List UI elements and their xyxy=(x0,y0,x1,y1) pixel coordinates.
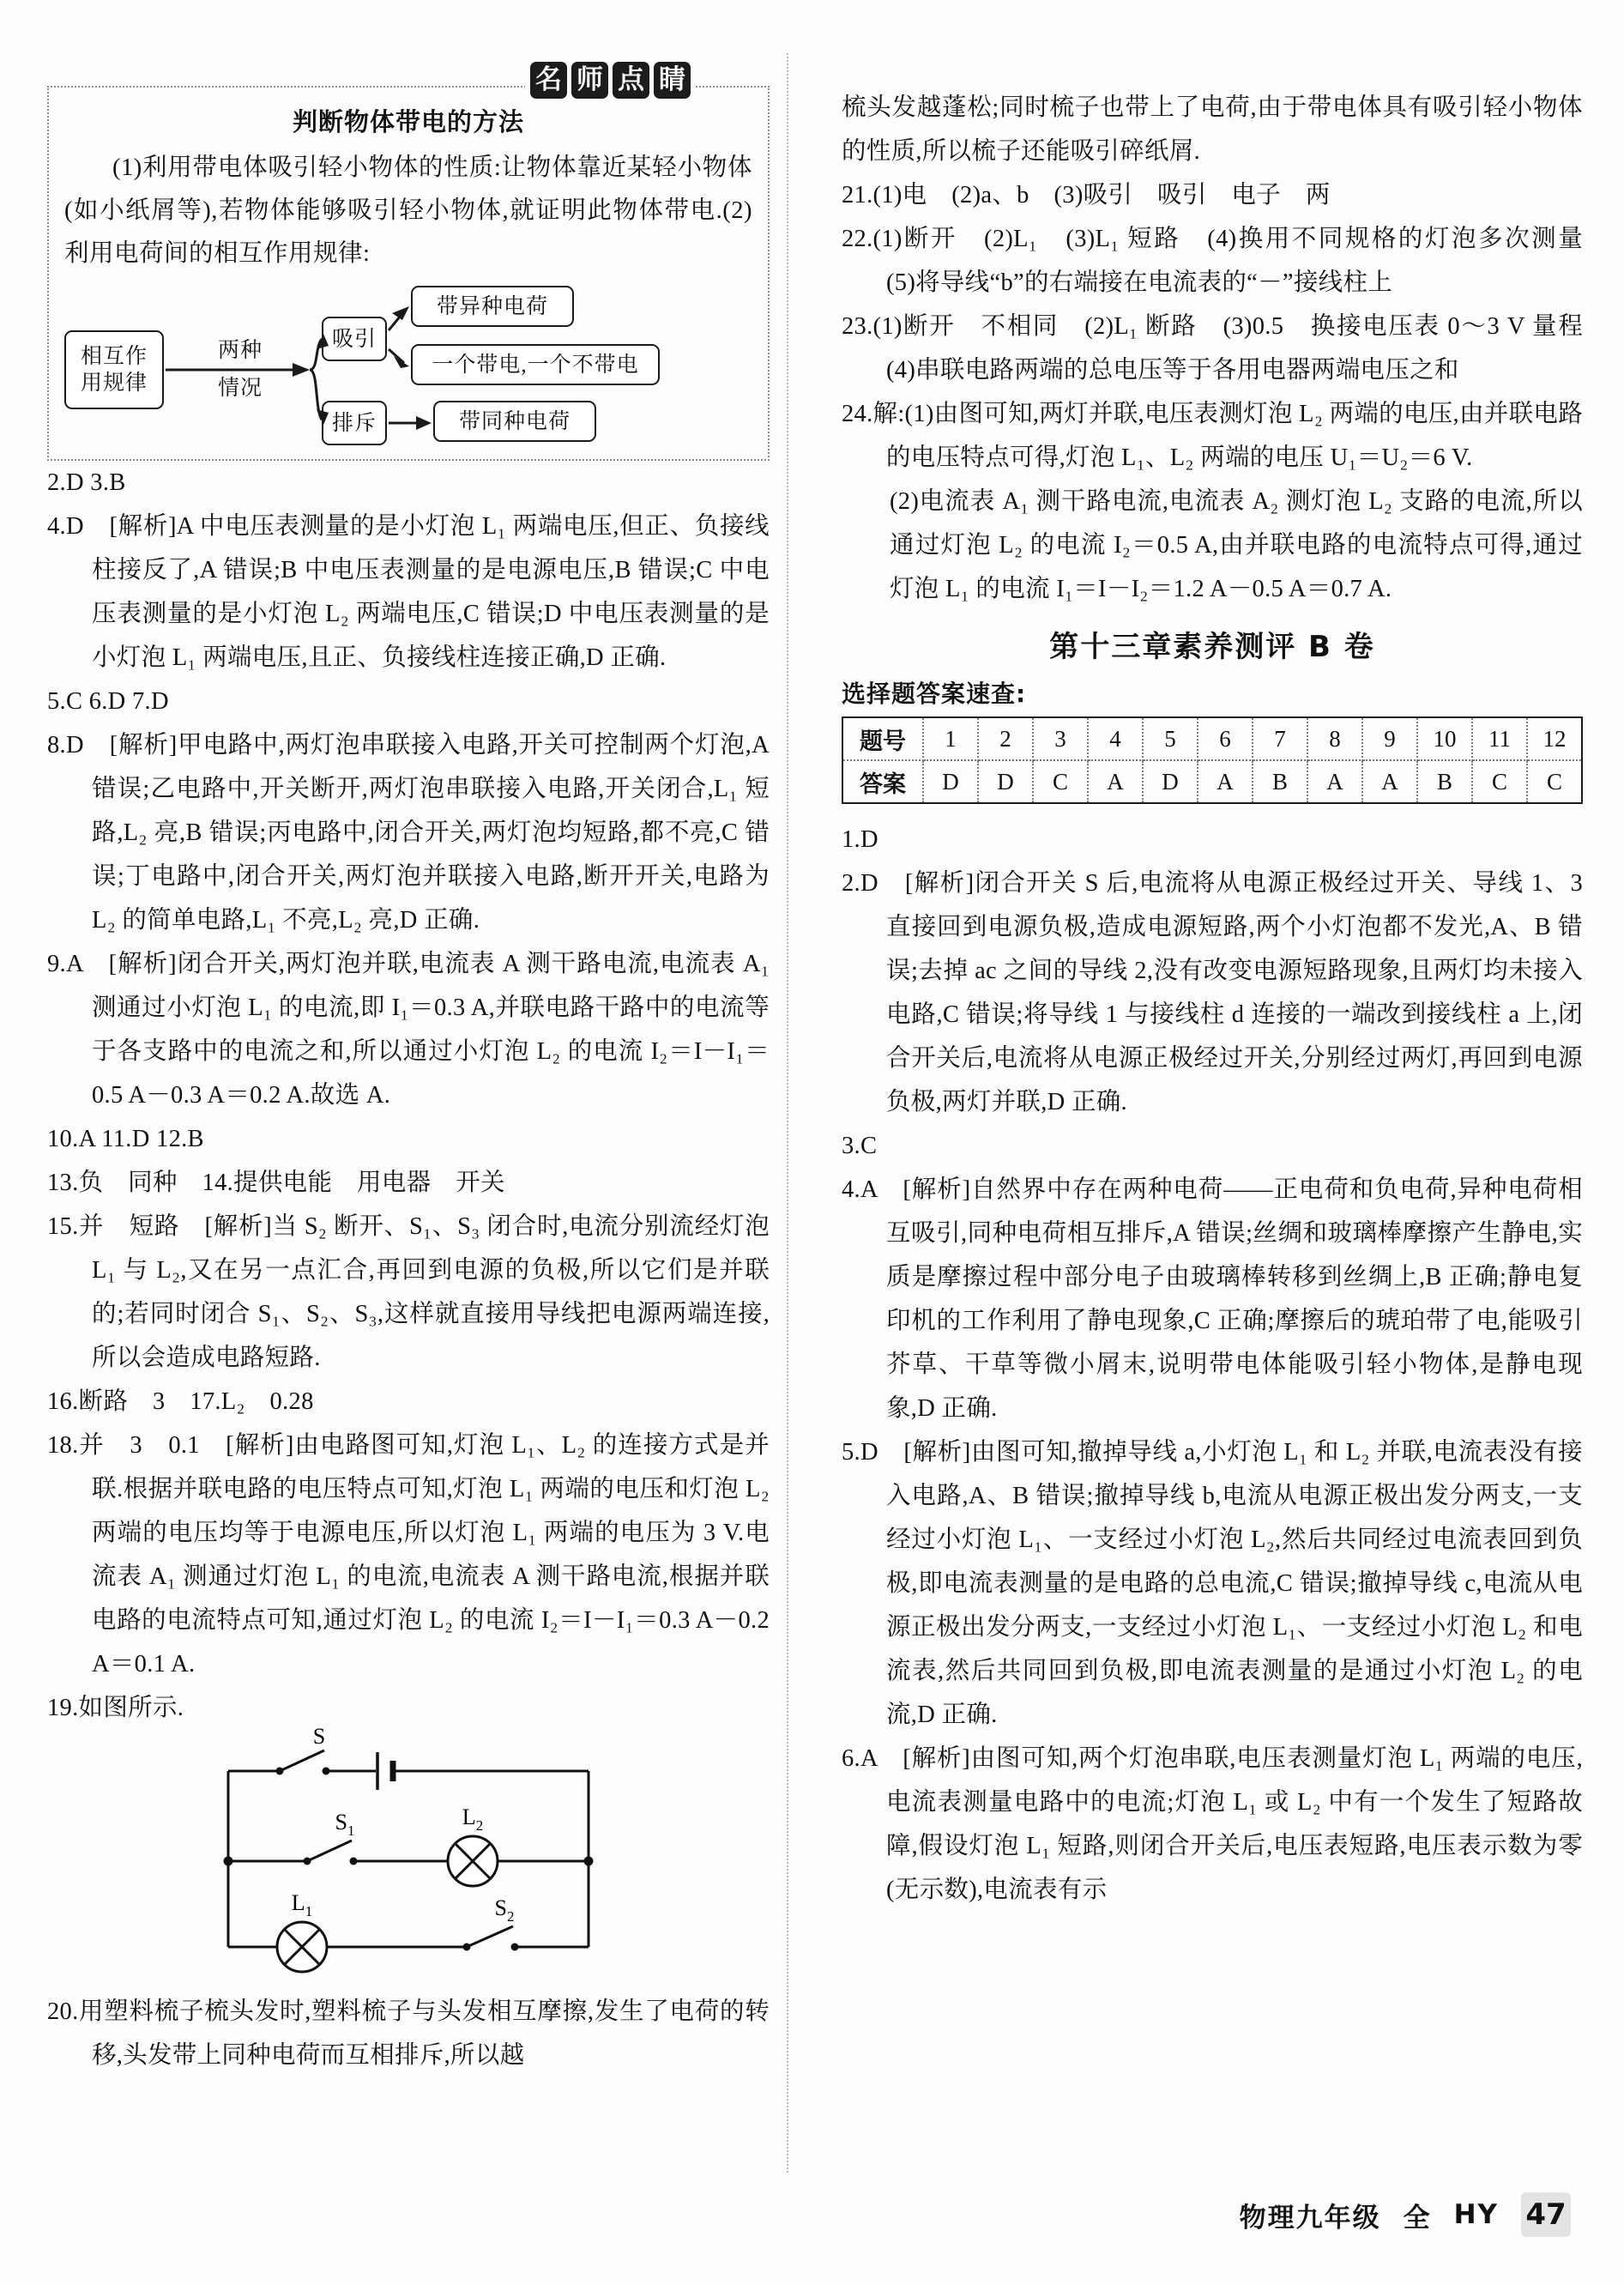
flow-node-rule-line1: 相互作 xyxy=(80,345,148,368)
table-cell-answer: D xyxy=(923,760,978,803)
flow-node-rule xyxy=(64,330,164,409)
right-column xyxy=(842,53,1608,2173)
table-cell-answer: C xyxy=(1546,768,1562,795)
answer-item: 18.并 3 0.1 [解析]由电路图可知,灯泡 L₁、L₂ 的连接方式是并联.根据并联电路的电压特点可知,灯泡 L₁ 两端的电压和灯泡 L₂ 两端的电压均等于电源电压,所以灯泡 L₁ 两端的电压为 3 V.电流表 A₁ 测通过灯泡 L₁ 的电流,电流表 A 测干路电流,根据并联电路的电流特点可知,通过灯泡 L₂ 的电流 I₂＝I－I₁＝0.3 A－0.2 A＝0.1 A. xyxy=(47,1432,770,1677)
lamp-1-label: $L_1$ xyxy=(291,1890,313,1919)
table-cell-answer: A xyxy=(1307,760,1362,803)
answer-quick-lookup-table xyxy=(842,716,1583,804)
circuit-diagram-19 xyxy=(47,1724,770,1981)
answer-item: 19.如图所示. xyxy=(47,1695,184,1721)
answer-item: 6.A [解析]由图可知,两个灯泡串联,电压表测量灯泡 L₁ 两端的电压,电流表测量电路中的电流;灯泡 L₁ 或 L₂ 中有一个发生了短路故障,假设灯泡 L₁ 短路,则闭合开关后,电压表短路,电压表示数为零(无示数),电流表有示 xyxy=(842,1745,1583,1903)
answer-item: 2.D 3.B xyxy=(47,469,126,496)
flow-node-rule-line2: 用规律 xyxy=(80,372,148,395)
answer-item: 10.A 11.D 12.B xyxy=(47,1126,204,1152)
answer-item: 15.并 短路 [解析]当 S₂ 断开、S₁、S₃ 闭合时,电流分别流经灯泡 L₁ 与 L₂,又在另一点汇合,再回到电源的负极,所以它们是并联的;若同时闭合 S₁、S₂、S₃,这样就直接用导线把电源两端连接,所以会造成电路短路. xyxy=(47,1213,770,1371)
table-header-answer: 答案 xyxy=(842,760,923,803)
table-cell-question: 12 xyxy=(1527,717,1582,760)
answer-item: 20.用塑料梳子梳头发时,塑料梳子与头发相互摩擦,发生了电荷的转移,头发带上同种电荷而互相排斥,所以越 xyxy=(47,1998,770,2069)
tip-box-title: 判断物体带电的方法 xyxy=(292,107,524,136)
answer-item: 2.D [解析]闭合开关 S 后,电流将从电源正极经过开关、导线 1、3 直接回到电源负极,造成电源短路,两个小灯泡都不发光,A、B 错误;去掉 ac 之间的导线 2,没有改变电源短路现象,且两灯均未接入电路,C 错误;将导线 1 与接线柱 d 连接的一端改到接线柱 a 上,闭合开关后,电流将从电源正极经过开关,分别经过两灯,再回到电源负极,两灯并联,D 正确. xyxy=(842,870,1583,1115)
table-cell-answer: C xyxy=(1472,760,1527,803)
circuit-svg xyxy=(177,1724,640,1981)
table-cell-question: 9 xyxy=(1362,717,1417,760)
flow-edge-label xyxy=(184,332,296,408)
flow-node-different-charges: 带异种电荷 xyxy=(411,286,574,327)
flow-node-repel: 排斥 xyxy=(322,401,387,445)
answer-item: 5.D [解析]由图可知,撤掉导线 a,小灯泡 L₁ 和 L₂ 并联,电流表没有接入电路,A、B 错误;撤掉导线 b,电流从电源正极出发分两支,一支经过小灯泡 L₁、一支经过小灯泡 L₂,然后共同经过电流表回到负极,即电流表测量的是电路的总电流,C 错误;撤掉导线 c,电流从电源正极出发分两支,一支经过小灯泡 L₁、一支经过小灯泡 L₂ 和电流表,然后共同回到负极,即电流表测量的是通过小灯泡 L₂ 的电流,D 正确. xyxy=(842,1439,1583,1728)
page-number: 47 xyxy=(1521,2192,1571,2237)
answer-item: 24.解:(1)由图可知,两灯并联,电压表测灯泡 L₂ 两端的电压,由并联电路的电压特点可得,灯泡 L₁、L₂ 两端的电压 U₁＝U₂＝6 V. xyxy=(842,401,1583,471)
footer-subject: 物理九年级 xyxy=(1239,2202,1381,2234)
answer-item: 22.(1)断开 (2)L₁ (3)L₁ 短路 (4)换用不同规格的灯泡多次测量 (5)将导线“b”的右端接在电流表的“－”接线柱上 xyxy=(842,226,1608,296)
answer-item: 23.(1)断开 不相同 (2)L₁ 断路 (3)0.5 换接电压表 0～3 V 量程 (4)串联电路两端的总电压等于各用电器两端电压之和 xyxy=(842,313,1608,384)
answer-item: 8.D [解析]甲电路中,两灯泡串联接入电路,开关可控制两个灯泡,A 错误;乙电路中,开关断开,两灯泡串联接入电路,开关闭合,L₁ 短路,L₂ 亮,B 错误;丙电路中,闭合开关,两灯泡均短路,都不亮,C 错误;丁电路中,闭合开关,两灯泡并联接入电路,断开开关,电路为 L₂ 的简单电路,L₁ 不亮,L₂ 亮,D 正确. xyxy=(47,732,770,934)
table-cell-question: 2 xyxy=(978,717,1033,760)
flow-edge-label-line1: 两种 xyxy=(217,339,263,362)
badge-char-1: 名 xyxy=(530,62,567,99)
answer-item: 16.断路 3 17.L₂ 0.28 xyxy=(47,1388,314,1415)
table-cell-answer: A xyxy=(1088,760,1143,803)
section-title: 第十三章素养测评 B 卷 xyxy=(1049,630,1375,664)
answer-item: 5.C 6.D 7.D xyxy=(47,688,169,715)
teacher-tip-badge xyxy=(525,62,696,99)
table-cell-question: 10 xyxy=(1417,717,1472,760)
table-header-question: 题号 xyxy=(842,717,923,760)
answer-item: 4.A [解析]自然界中存在两种电荷——正电荷和负电荷,异种电荷相互吸引,同种电荷相互排斥,A 错误;丝绸和玻璃棒摩擦产生静电,实质是摩擦过程中部分电子由玻璃棒转移到丝绸上,B 正确;静电复印机的工作利用了静电现象,C 正确;摩擦后的琥珀带了电,能吸引芥草、干草等微小屑末,说明带电体能吸引轻小物体,是静电现象,D 正确. xyxy=(842,1176,1583,1422)
answer-item: 21.(1)电 (2)a、b (3)吸引 吸引 电子 两 xyxy=(842,182,1331,209)
table-row-answers xyxy=(842,760,1582,803)
answer-item: 13.负 同种 14.提供电能 用电器 开关 xyxy=(47,1170,505,1196)
table-cell-question: 4 xyxy=(1088,717,1143,760)
flow-node-same-charges: 带同种电荷 xyxy=(433,401,596,442)
table-cell-question: 8 xyxy=(1307,717,1362,760)
answer-item: 3.C xyxy=(842,1133,878,1159)
table-cell-answer: B xyxy=(1417,760,1472,803)
table-cell-answer: D xyxy=(1143,760,1198,803)
flow-edge-label-line2: 情况 xyxy=(217,377,263,400)
left-column xyxy=(47,53,788,2173)
table-cell-question: 1 xyxy=(923,717,978,760)
table-cell-answer: A xyxy=(1362,760,1417,803)
page-footer xyxy=(0,2192,1624,2237)
answer-item: 4.D [解析]A 中电压表测量的是小灯泡 L₁ 两端电压,但正、负接线柱接反了,A 错误;B 中电压表测量的是电源电压,B 错误;C 中电压表测量的是小灯泡 L₂ 两端电压,C 错误;D 中电压表测量的是小灯泡 L₁ 两端电压,且正、负接线柱连接正确,D 正确. xyxy=(47,513,770,671)
table-cell-question: 3 xyxy=(1033,717,1088,760)
tip-box-paragraph: (1)利用带电体吸引轻小物体的性质:让物体靠近某轻小物体(如小纸屑等),若物体能够吸引轻小物体,就证明此物体带电.(2)利用电荷间的相互作用规律: xyxy=(64,154,752,267)
flow-node-attract: 吸引 xyxy=(322,317,387,361)
table-cell-answer: A xyxy=(1198,760,1253,803)
switch-1-label: $S_1$ xyxy=(335,1810,355,1839)
table-row-questions xyxy=(842,717,1582,760)
badge-char-2: 师 xyxy=(571,62,608,99)
teacher-tip-box xyxy=(47,64,770,461)
badge-char-3: 点 xyxy=(613,62,649,99)
charge-interaction-flowchart xyxy=(64,281,752,444)
table-cell-question: 11 xyxy=(1472,717,1527,760)
table-cell-question: 7 xyxy=(1253,717,1307,760)
continuation-paragraph: 梳头发越蓬松;同时梳子也带上了电荷,由于带电体具有吸引轻小物体的性质,所以梳子还能吸引碎纸屑. xyxy=(842,94,1583,165)
switch-main-label: S xyxy=(312,1724,326,1749)
answer-item: 9.A [解析]闭合开关,两灯泡并联,电流表 A 测干路电流,电流表 A₁ 测通过小灯泡 L₁ 的电流,即 I₁＝0.3 A,并联电路干路中的电流等于各支路中的电流之和,所以通过小灯泡 L₂ 的电流 I₂＝I－I₁＝0.5 A－0.3 A＝0.2 A.故选 A. xyxy=(47,951,770,1109)
table-cell-answer: C xyxy=(1033,760,1088,803)
footer-volume: 全 xyxy=(1403,2202,1432,2234)
badge-char-4: 睛 xyxy=(654,62,691,99)
switch-2-label: $S_2$ xyxy=(494,1895,515,1925)
table-cell-question: 5 xyxy=(1143,717,1198,760)
lamp-2-label: $L_2$ xyxy=(462,1804,484,1834)
footer-edition: HY xyxy=(1453,2199,1499,2230)
two-column-body xyxy=(47,53,1608,2173)
table-cell-answer: D xyxy=(978,760,1033,803)
flow-node-one-charged: 一个带电,一个不带电 xyxy=(411,344,660,385)
answer-item: (2)电流表 A₁ 测干路电流,电流表 A₂ 测灯泡 L₂ 支路的电流,所以通过灯泡 L₂ 的电流 I₂＝0.5 A,由并联电路的电流特点可得,通过灯泡 L₁ 的电流 I₁＝I－I₂＝1.2 A－0.5 A＝0.7 A. xyxy=(890,488,1583,602)
section-subtitle: 选择题答案速查: xyxy=(842,680,1027,708)
answer-item: 1.D xyxy=(842,826,878,853)
table-cell-question: 6 xyxy=(1198,717,1253,760)
table-cell-answer: B xyxy=(1253,760,1307,803)
